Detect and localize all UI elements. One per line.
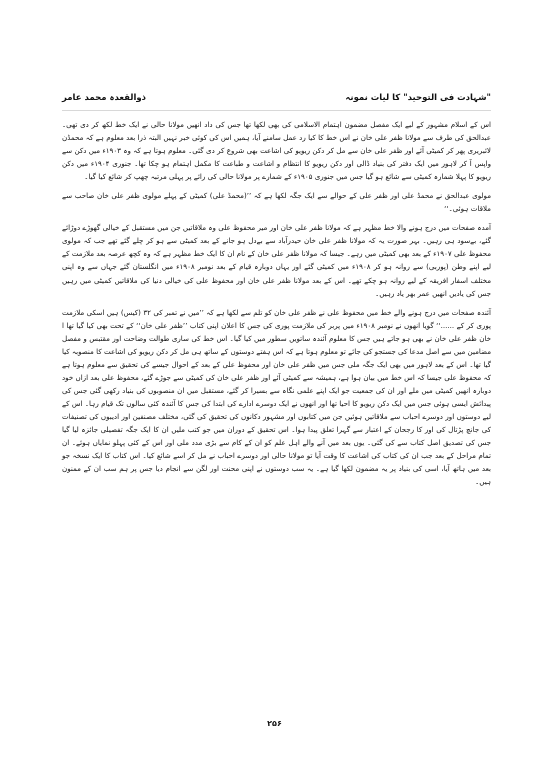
running-title: "شہادت فی التوحید" کا لیات نمونہ — [345, 93, 491, 103]
paragraph-4: آئندہ صفحات میں درج ہونے والے خط میں محفوظ علی نے ظفر علی خان کو تلم سے لکھا ہے کہ ’’میں نے تمبر کی ۳۲ (کیس) ہیں اسکی ملازمت پوری کر کے ......‘‘ گویا انھوں نے نومبر ۱۹۰۸ء میں پربر کی ملازمت پوری کی جس کا اعلان اپنی کتاب ’’ظفر علی خان‘‘ کے تحت بھی کیا گیا تھا ا خان ظفر علی خان نے بھی ہو جاتے ہیں جس کا معلوم آئندہ ساتویں سطور میں کیا گیا۔ اس خط کی ساری طوالت وضاحت اور مقتبس و مفصل مضامین میں سے اصل مدعا کی جستجو کی جائے تو معلوم ہوتا ہے کہ اس ہفتے دوستوں کے ساتھ ہی مل کر دکن ریویو کی اشاعت کا منصوبہ کیا گیا تھا۔ اس کے بعد لاہور میں بھی ایک جگہ ملی جس میں ظفر علی خان اور محفوظ علی کے بعد کے احوال جیسے کی تحقیق سے معلوم ہوتا ہے کہ محفوظ علی جیسا کہ اس خط میں بیان ہوا ہے، ہمیشہ سے کمیٹی آئے اور ظفر علی خان کی کمیٹی سے جوڑے گئے، محفوظ علی بعد ازاں خود دوبارہ انھیں کمیٹی میں ملے اور ان کی جمعیت جو ایک اپنے علمی نگاہ سے بسیرا کر گئے، مستقبل میں ان منصوبوں کی بنیاد رکھی گئی جس کی پیدائش ایسی ہوئی جس میں ایک دکن ریویو کا احیا تھا اور انھوں نے ایک دوسرے ادارے کی ابتدا کی جس کا آئندہ کئی سالوں تک قیام رہا۔ اس کے لیے دوستوں اور دوسرے احباب سے ملاقاتیں ہوئیں جن میں کتابوں اور مشہور دکانوں کی تحقیق کی گئی، مختلف مصنفین اور ادیبوں کی تصنیفات کی جانچ پڑتال کی اور کا رجحان کے اعتبار سے گہرا تعلق پیدا ہوا۔ اس تحقیق کے دوران میں جو کتب ملیں ان کا ایک جگہ تفصیلی جائزہ لیا گیا جس کی تصدیق اصل کتاب سے کی گئی۔ یوں بعد میں آنے والے اہل علم کو ان کے کام سے بڑی مدد ملی اور اس کے کئی پہلو نمایاں ہوئے۔ ان تمام مراحل کے بعد جب ان کی کتاب کی اشاعت کا وقت آیا تو مولانا حالی اور دوسرے احباب نے مل کر اسے شائع کیا۔ اس کتاب کا ایک نسخہ جو بعد میں ہاتھ آیا، اسی کی بنیاد پر یہ مضمون لکھا گیا ہے۔ یہ سب دوستوں نے اپنی محنت اور لگن سے انجام دیا جس پر ہم سب ان کے ممنون ہیں۔ — [62, 307, 491, 487]
header-divider — [62, 110, 491, 111]
paragraph-3: آمدہ صفحات میں درج ہونے والا خط مظہر ہے کہ مولانا ظفر علی خان اور میر محفوظ علی وہ ملاقاتیں جن میں مستقبل کے خیالی گھوڑے دوڑائے گئے، بےسود ہی رہیں۔ بہر صورت یہ کہ مولانا ظفر علی خان حیدرآباد سے بےدل ہو جانے کے بعد کمیٹی سے ہو کر چلے گئے تھے جب کہ مولوی محفوظ علی ۱۹۰۷ء کے بعد بھی کمیٹی میں رہے۔ جیسا کہ مولانا ظفر علی خان کے نام ان کا ایک خط مظہر ہے کہ وہ کچھ عرصہ بعد ملازمت کے لیے اپنے وطن (پوربی) سے روانہ ہو کر ۱۹۰۸ء میں کمیٹی گئے اور یہاں دوبارہ قیام کے بعد نومبر ۱۹۰۸ء میں انگلستان گئے جہاں سے وہ اپنی مختلف اسفار افریقہ کے لیے روانہ ہو چکے تھے۔ اس کے بعد مولانا ظفر علی خان اور محفوظ علی کی خیالی دنیا کی ملاقاتیں کمیٹی میں رہیں جس کی یادیں انھیں عمر بھر یاد رہیں۔ — [62, 223, 492, 298]
page-header — [62, 92, 491, 108]
paragraph-1: اس کے اسلام مشہور کے لیے ایک مفصل مضمون اہتمام الاسلامی کی بھی لکھا تھا جس کی داد انھیں مولانا حالی نے ایک خط لکھ کر دی تھی۔ عبدالحق کی طرف سے مولانا ظفر علی خان نے اس خط کا کیا رد عمل سامنے آیا، ہمیں اس کی کوئی خبر نہیں البتہ ذرا بعد معلوم ہے کہ محمڈن لائبریری پھر کر کمیٹی آئے اور ظفر علی خان سے مل کر دکن ریویو کی اشاعت بھی شروع کر دی گئی۔ معلوم ہوتا ہے کہ وہ ۱۹۰۳ء میں دکن سے واپس آ کر لاہور میں ایک دفتر کی بنیاد ڈالی اور دکن ریویو کا انتظام و اشاعت و طباعت کا مکمل اہتمام ہو چکا تھا۔ جنوری ۱۹۰۴ء میں دکن ریویو کا پہلا شمارہ کمیٹی سے شائع ہو گیا جس میں جنوری ۱۹۰۵ء کے شمارے پر مولانا حالی کی رائے پر پہلی مرتبہ چھپ کر شائع کیا گیا۔ — [62, 120, 491, 182]
page-number: ۲۵۶ — [267, 719, 282, 728]
author-name: ذوالقعدہ محمد عامر — [62, 93, 147, 103]
body-text — [62, 118, 491, 488]
paragraph-2: مولوی عبدالحق نے محمڈ علی اور ظفر علی کے حوالے سے ایک جگہ لکھا ہے کہ ’’(محمڈ علی) کمیٹی کے پہلے مولوی ظفر علی خان صاحب سے ملاقات ہوئی۔‘‘ — [62, 191, 491, 214]
